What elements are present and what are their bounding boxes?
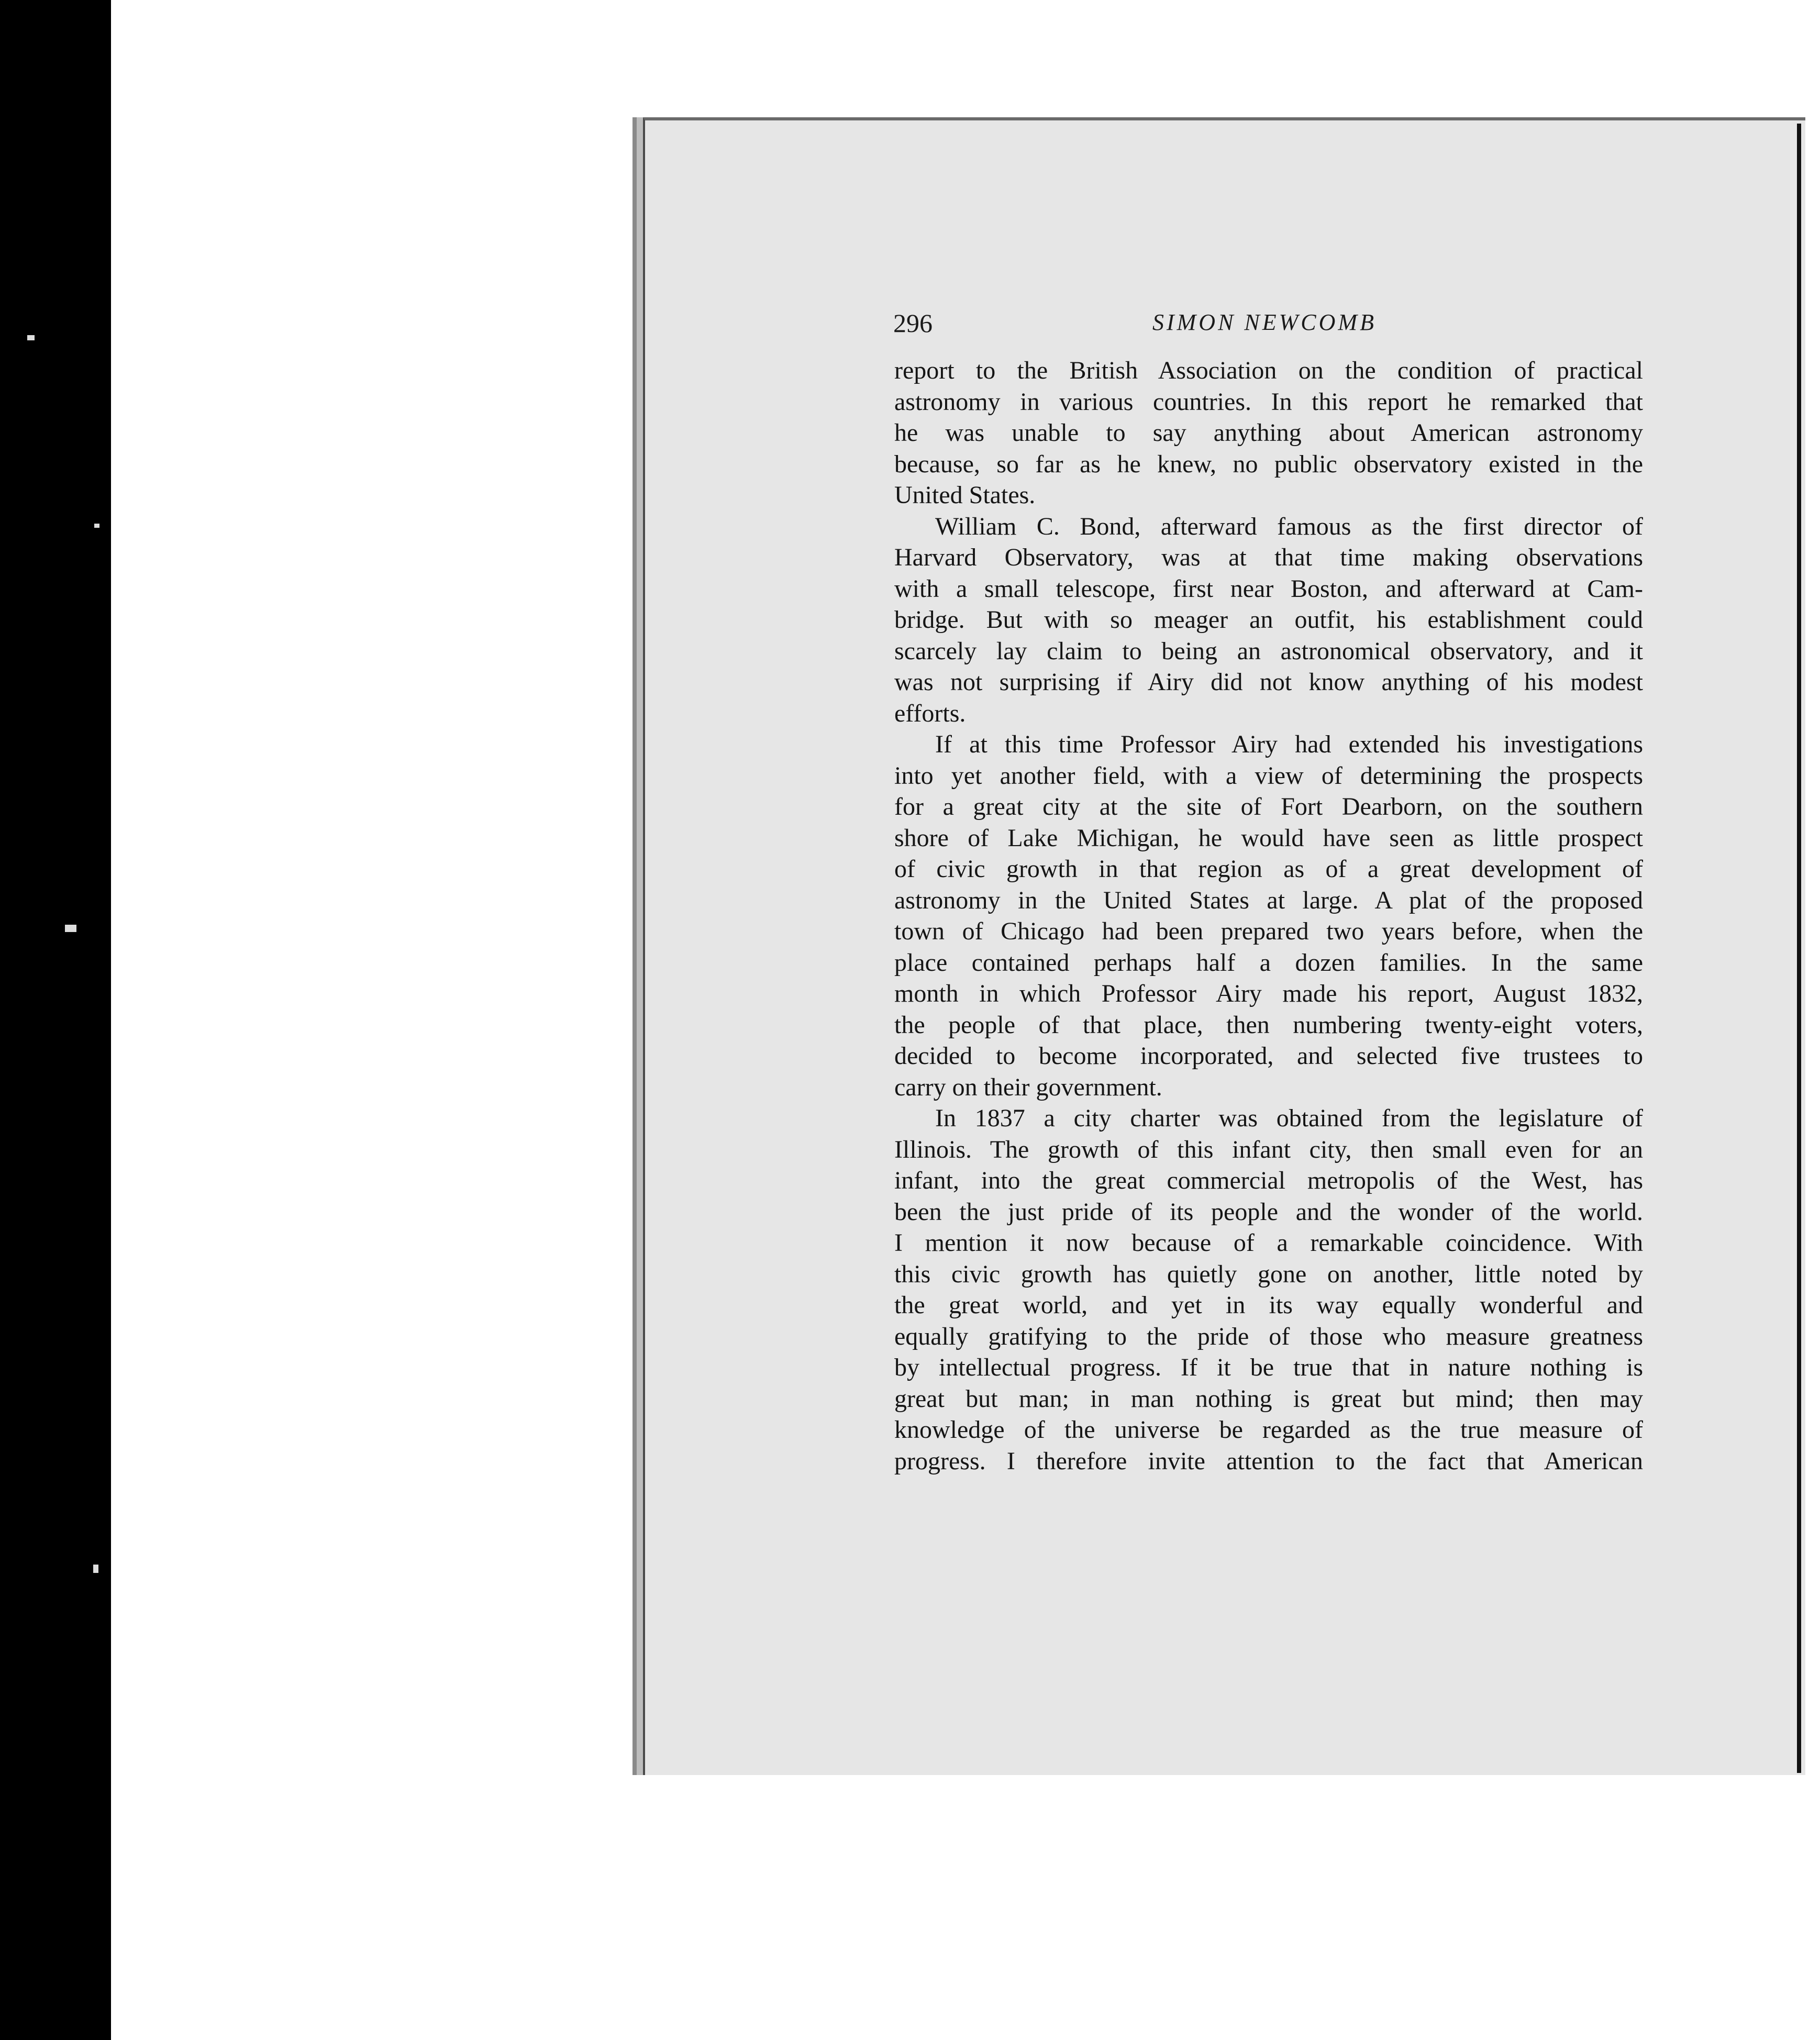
text-line: progress. I therefore invite attention to the fact that American (894, 1447, 1643, 1475)
text-line: astronomy in various countries. In this report he remarked that (894, 387, 1643, 416)
running-title: SIMON NEWCOMB (1152, 309, 1377, 335)
page-number: 296 (893, 308, 933, 338)
text-line: equally gratifying to the pride of those who measure greatness (894, 1322, 1643, 1350)
text-line: for a great city at the site of Fort Dearborn, on the southern (894, 793, 1643, 821)
scan-speck (27, 335, 35, 340)
body-text (894, 355, 1643, 1477)
text-line: place contained perhaps half a dozen families. In the same (894, 948, 1643, 977)
text-line: great but man; in man nothing is great but mind; then may (894, 1384, 1643, 1413)
text-line: Harvard Observatory, was at that time making observations (894, 544, 1643, 571)
text-line: town of Chicago had been prepared two years before, when the (894, 917, 1643, 945)
text-line: efforts. (894, 699, 966, 727)
text-line: the great world, and yet in its way equally wonderful and (894, 1291, 1643, 1319)
text-line: I mention it now because of a remarkable coincidence. With (894, 1229, 1643, 1257)
scan-speck (65, 925, 76, 932)
text-line: because, so far as he knew, no public observatory existed in the (894, 450, 1643, 478)
text-line: been the just pride of its people and the wonder of the world. (894, 1198, 1643, 1226)
text-line: the people of that place, then numbering twenty-eight voters, (894, 1011, 1643, 1039)
text-line: this civic growth has quietly gone on another, little noted by (894, 1260, 1643, 1288)
text-line: bridge. But with so meager an outfit, his establishment could (894, 606, 1643, 634)
scan-speck (93, 1565, 98, 1573)
text-line: decided to become incorporated, and selected five trustees to (894, 1042, 1643, 1070)
text-line: by intellectual progress. If it be true that in nature nothing is (894, 1354, 1643, 1381)
text-line: knowledge of the universe be regarded as the true measure of (894, 1416, 1643, 1444)
text-line: In 1837 a city charter was obtained from the legislature of (935, 1104, 1643, 1132)
text-line: report to the British Association on the condition of practical (894, 357, 1643, 384)
text-line: William C. Bond, afterward famous as the first director of (935, 512, 1643, 540)
text-line: If at this time Professor Airy had extended his investigations (935, 730, 1643, 758)
text-line: United States. (894, 481, 1036, 509)
text-line: astronomy in the United States at large. A plat of the proposed (894, 886, 1643, 914)
text-line: Illinois. The growth of this infant city, then small even for an (894, 1135, 1643, 1163)
text-line: was not surprising if Airy did not know anything of his modest (894, 668, 1643, 696)
page-gutter-edge (1797, 124, 1801, 1773)
text-line: carry on their government. (894, 1073, 1162, 1101)
text-line: of civic growth in that region as of a great development of (894, 855, 1643, 883)
text-line: with a small telescope, first near Boston, and afterward at Cam- (894, 574, 1643, 603)
text-line: scarcely lay claim to being an astronomical observatory, and it (894, 637, 1643, 665)
text-line: month in which Professor Airy made his report, August 1832, (894, 980, 1643, 1007)
text-line: into yet another field, with a view of determining the prospects (894, 761, 1643, 790)
book-page (643, 117, 1805, 1775)
text-line: infant, into the great commercial metropolis of the West, has (894, 1167, 1643, 1194)
text-line: he was unable to say anything about American astronomy (894, 419, 1643, 447)
text-line: shore of Lake Michigan, he would have seen as little prospect (894, 824, 1643, 852)
running-head (893, 308, 1626, 355)
scan-speck (94, 524, 99, 528)
